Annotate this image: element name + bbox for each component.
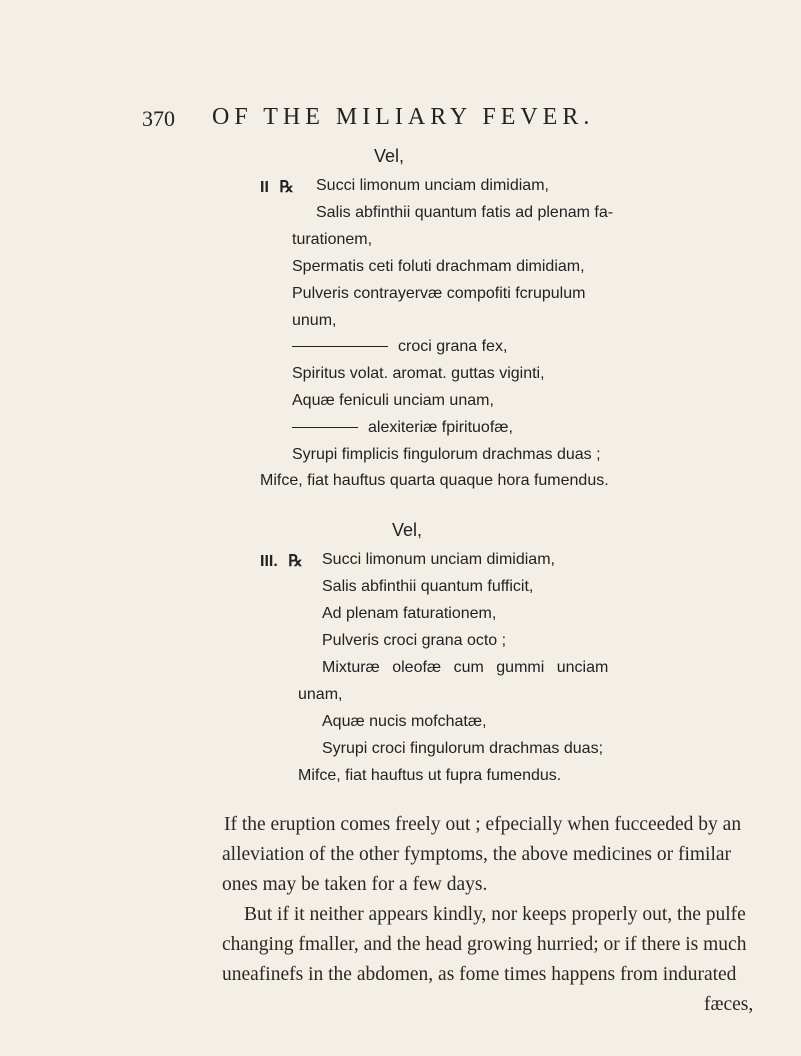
recipe-number <box>260 551 303 571</box>
vel-label: Vel, <box>392 520 423 540</box>
recipe-line: Pulveris croci grana octo ; <box>322 632 507 649</box>
recipe-line: Pulveris contrayervæ compofiti fcrupulum <box>292 285 586 302</box>
recipe-line: Ad plenam faturationem, <box>322 605 497 622</box>
paragraph-line: uneafinefs in the abdomen, as fome times happens from indurated <box>222 964 737 985</box>
recipe-line: alexiteriæ fpirituofæ, <box>368 419 513 436</box>
recipe-line: Spermatis ceti foluti drachmam dimidiam, <box>292 258 585 275</box>
recipe-line: Aquæ nucis mofchatæ, <box>322 713 487 730</box>
recipe-line: Spiritus volat. aromat. guttas viginti, <box>292 365 545 382</box>
recipe-line: Succi limonum unciam dimidiam, <box>322 551 555 568</box>
ditto-dash <box>292 346 388 347</box>
recipe-line: unam, <box>298 686 343 703</box>
ditto-line <box>292 338 507 356</box>
ditto-line <box>292 419 513 437</box>
recipe-line: Syrupi fimplicis fingulorum drachmas duas ; <box>292 446 601 463</box>
paragraph-line: But if it neither appears kindly, nor keeps properly out, the pulfe <box>244 904 746 925</box>
recipe-line: Succi limonum unciam dimidiam, <box>316 177 549 194</box>
recipe-line: Mixturæ oleofæ cum gummi unciam <box>322 659 609 676</box>
recipe-number-text: II <box>260 179 269 196</box>
recipe-line: Salis abfinthii quantum fatis ad plenam fa- <box>316 204 614 221</box>
paragraph-line: changing fmaller, and the head growing hurried; or if there is much <box>222 934 747 955</box>
recipe-line: Salis abfinthii quantum fufficit, <box>322 578 534 595</box>
recipe-number-text: III. <box>260 553 278 570</box>
recipe-number <box>260 177 294 197</box>
rx-symbol: ℞ <box>288 553 303 570</box>
recipe-line: croci grana fex, <box>398 338 508 355</box>
recipe-line: Syrupi croci fingulorum drachmas duas; <box>322 740 604 757</box>
vel-label: Vel, <box>374 146 405 166</box>
recipe-line: turationem, <box>292 231 373 248</box>
recipe-line: Mifce, fiat hauftus quarta quaque hora fumendus. <box>260 472 609 489</box>
running-title: OF THE MILIARY FEVER. <box>212 104 595 130</box>
recipe-line: Mifce, fiat hauftus ut fupra fumendus. <box>298 767 562 784</box>
ditto-dash <box>292 427 358 428</box>
paragraph-line: alleviation of the other fymptoms, the above medicines or fimilar <box>222 844 732 865</box>
recipe-line: unum, <box>292 312 337 329</box>
rx-symbol: ℞ <box>279 179 294 196</box>
paragraph-line: If the eruption comes freely out ; efpecially when fucceeded by an <box>224 814 742 835</box>
catchword: fæces, <box>704 994 754 1015</box>
paragraph-line: ones may be taken for a few days. <box>222 874 488 895</box>
page-number: 370 <box>142 106 175 131</box>
recipe-line: Aquæ feniculi unciam unam, <box>292 392 494 409</box>
